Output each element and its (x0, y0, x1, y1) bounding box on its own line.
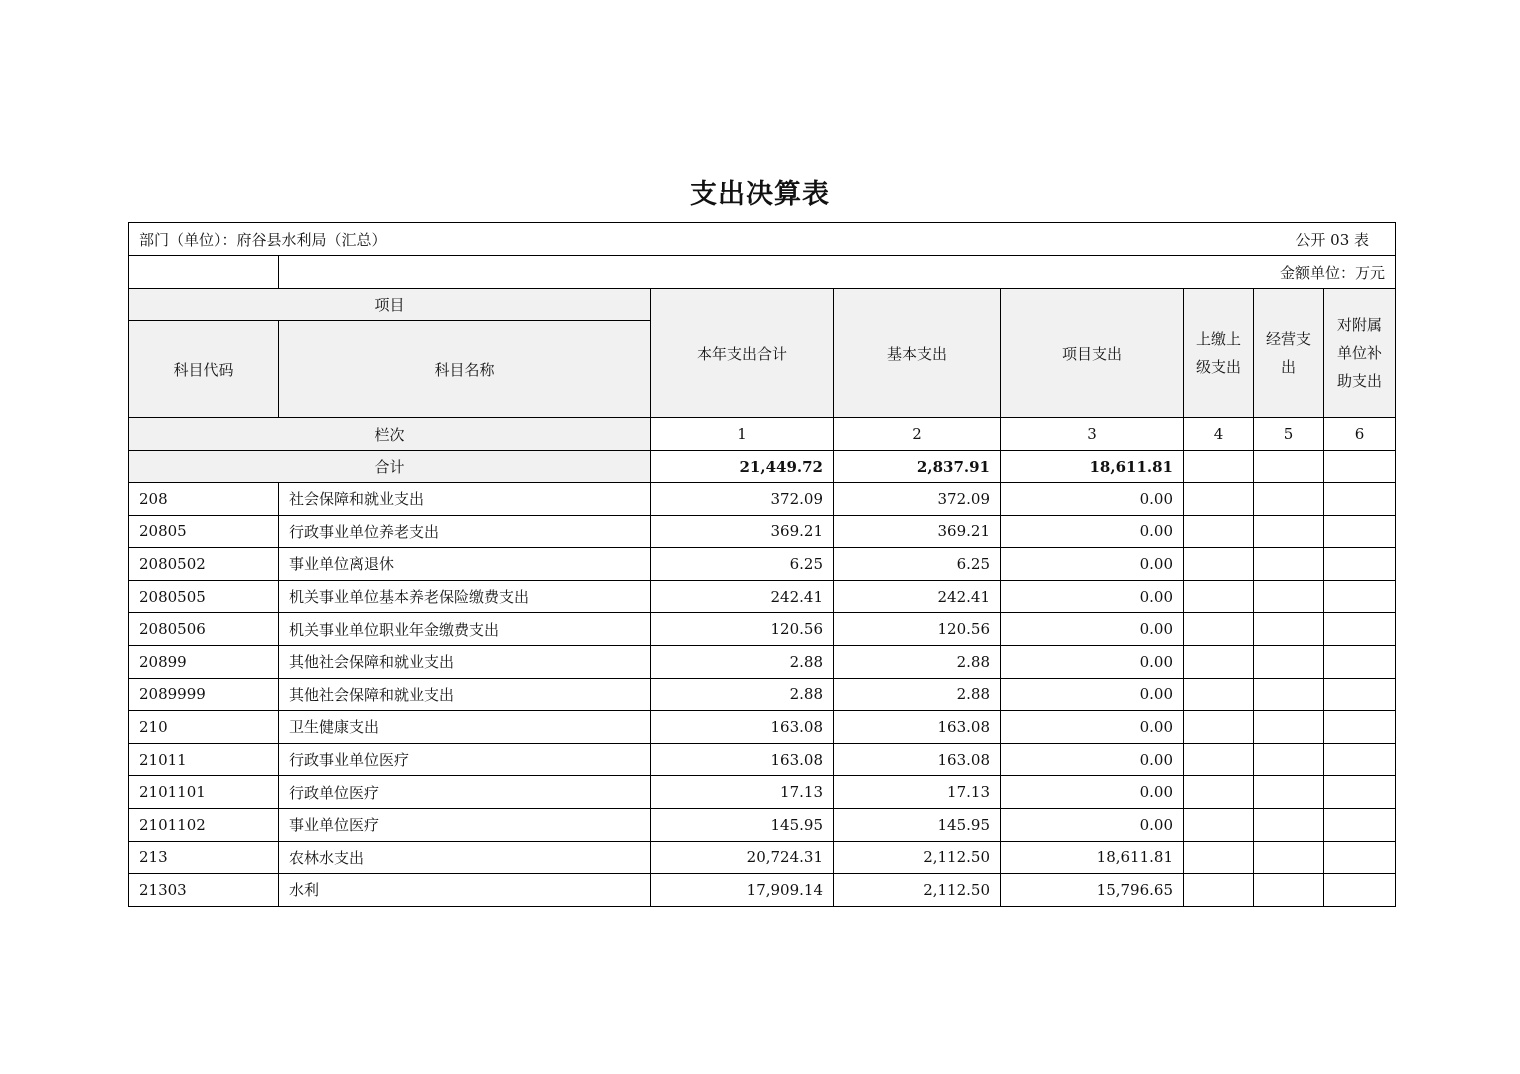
row-basic: 2.88 (834, 645, 1001, 678)
total-basic: 2,837.91 (834, 451, 1001, 483)
row-total: 372.09 (651, 483, 834, 516)
row-name: 其他社会保障和就业支出 (279, 678, 651, 711)
table-row (129, 548, 1396, 581)
header-project: 项目 (129, 289, 651, 321)
row-code: 208 (129, 483, 279, 516)
row-basic: 242.41 (834, 580, 1001, 613)
row-basic: 2.88 (834, 678, 1001, 711)
empty-cell (1324, 645, 1396, 678)
empty-cell (1254, 776, 1324, 809)
row-code: 2080506 (129, 613, 279, 646)
row-name: 机关事业单位基本养老保险缴费支出 (279, 580, 651, 613)
header-upper: 上缴上级支出 (1184, 289, 1254, 418)
row-total: 242.41 (651, 580, 834, 613)
row-total: 369.21 (651, 515, 834, 548)
column-number: 6 (1324, 418, 1396, 451)
row-code: 2080505 (129, 580, 279, 613)
row-name: 社会保障和就业支出 (279, 483, 651, 516)
row-code: 20805 (129, 515, 279, 548)
column-number: 2 (834, 418, 1001, 451)
row-code: 21011 (129, 743, 279, 776)
row-project: 0.00 (1001, 808, 1184, 841)
column-label: 栏次 (129, 418, 651, 451)
row-basic: 369.21 (834, 515, 1001, 548)
row-project: 0.00 (1001, 483, 1184, 516)
row-name: 机关事业单位职业年金缴费支出 (279, 613, 651, 646)
row-project: 0.00 (1001, 515, 1184, 548)
row-total: 145.95 (651, 808, 834, 841)
row-code: 21303 (129, 874, 279, 907)
row-basic: 17.13 (834, 776, 1001, 809)
expenditure-table (128, 222, 1396, 907)
table-row (129, 841, 1396, 874)
empty-cell (1324, 776, 1396, 809)
empty-cell (1254, 808, 1324, 841)
empty-cell (1184, 841, 1254, 874)
row-project: 15,796.65 (1001, 874, 1184, 907)
empty-cell (1184, 776, 1254, 809)
table-row (129, 874, 1396, 907)
empty-cell (1254, 483, 1324, 516)
table-row (129, 515, 1396, 548)
column-number: 5 (1254, 418, 1324, 451)
empty-cell (1324, 874, 1396, 907)
row-name: 农林水支出 (279, 841, 651, 874)
empty-cell (1324, 711, 1396, 744)
header-project-expenditure: 项目支出 (1001, 289, 1184, 418)
empty-cell (1324, 678, 1396, 711)
row-total: 20,724.31 (651, 841, 834, 874)
empty-cell (1184, 874, 1254, 907)
empty-cell (1184, 580, 1254, 613)
total-project: 18,611.81 (1001, 451, 1184, 483)
form-number: 公开 03 表 (1295, 230, 1370, 249)
table-row (129, 483, 1396, 516)
row-project: 0.00 (1001, 711, 1184, 744)
row-total: 2.88 (651, 678, 834, 711)
empty-cell (1254, 678, 1324, 711)
row-name: 卫生健康支出 (279, 711, 651, 744)
empty-cell (1254, 580, 1324, 613)
row-project: 0.00 (1001, 580, 1184, 613)
empty-cell (1324, 548, 1396, 581)
empty-cell (1184, 743, 1254, 776)
empty-cell (1324, 808, 1396, 841)
header-code: 科目代码 (129, 321, 279, 418)
empty-cell (1324, 451, 1396, 483)
empty-cell (1184, 515, 1254, 548)
empty-cell (1184, 645, 1254, 678)
total-label: 合计 (129, 451, 651, 483)
header-subsidy: 对附属单位补助支出 (1324, 289, 1396, 418)
total-amount: 21,449.72 (651, 451, 834, 483)
table-row (129, 711, 1396, 744)
row-code: 210 (129, 711, 279, 744)
empty-cell (1324, 580, 1396, 613)
empty-cell (1324, 483, 1396, 516)
row-basic: 145.95 (834, 808, 1001, 841)
column-number: 1 (651, 418, 834, 451)
empty-cell (1324, 613, 1396, 646)
row-total: 17,909.14 (651, 874, 834, 907)
row-basic: 6.25 (834, 548, 1001, 581)
row-project: 18,611.81 (1001, 841, 1184, 874)
empty-cell (1254, 515, 1324, 548)
info-row (129, 223, 1396, 256)
table-row (129, 580, 1396, 613)
empty-cell (1254, 743, 1324, 776)
row-basic: 163.08 (834, 711, 1001, 744)
empty-cell (1184, 678, 1254, 711)
row-name: 水利 (279, 874, 651, 907)
empty-cell (1254, 613, 1324, 646)
row-code: 213 (129, 841, 279, 874)
empty-cell (1184, 451, 1254, 483)
empty-cell (1184, 613, 1254, 646)
table-row (129, 678, 1396, 711)
page-title: 支出决算表 (690, 179, 830, 210)
empty-cell (1184, 483, 1254, 516)
row-project: 0.00 (1001, 613, 1184, 646)
unit-label: 金额单位：万元 (279, 256, 1396, 289)
row-total: 163.08 (651, 743, 834, 776)
row-name: 事业单位离退休 (279, 548, 651, 581)
row-total: 6.25 (651, 548, 834, 581)
empty-cell (1324, 515, 1396, 548)
row-name: 事业单位医疗 (279, 808, 651, 841)
row-project: 0.00 (1001, 776, 1184, 809)
row-name: 行政事业单位养老支出 (279, 515, 651, 548)
column-number: 3 (1001, 418, 1184, 451)
row-project: 0.00 (1001, 645, 1184, 678)
empty-cell (1184, 808, 1254, 841)
header-business: 经营支出 (1254, 289, 1324, 418)
total-row (129, 451, 1396, 483)
empty-cell (1324, 841, 1396, 874)
empty-cell (1254, 874, 1324, 907)
department-label: 部门（单位）：府谷县水利局（汇总） (139, 230, 387, 249)
empty-cell (1254, 841, 1324, 874)
row-code: 2089999 (129, 678, 279, 711)
table-row (129, 645, 1396, 678)
column-number: 4 (1184, 418, 1254, 451)
row-basic: 2,112.50 (834, 841, 1001, 874)
row-name: 行政事业单位医疗 (279, 743, 651, 776)
row-basic: 120.56 (834, 613, 1001, 646)
empty-cell (1254, 548, 1324, 581)
header-basic: 基本支出 (834, 289, 1001, 418)
header-name: 科目名称 (279, 321, 651, 418)
table-row (129, 613, 1396, 646)
empty-cell (1324, 743, 1396, 776)
empty-cell (1184, 711, 1254, 744)
row-code: 2101102 (129, 808, 279, 841)
header-total: 本年支出合计 (651, 289, 834, 418)
row-total: 163.08 (651, 711, 834, 744)
row-basic: 2,112.50 (834, 874, 1001, 907)
row-total: 120.56 (651, 613, 834, 646)
row-basic: 163.08 (834, 743, 1001, 776)
table-row (129, 776, 1396, 809)
empty-cell (1254, 645, 1324, 678)
row-total: 2.88 (651, 645, 834, 678)
row-name: 行政单位医疗 (279, 776, 651, 809)
table-row (129, 808, 1396, 841)
empty-cell (1254, 451, 1324, 483)
row-basic: 372.09 (834, 483, 1001, 516)
row-name: 其他社会保障和就业支出 (279, 645, 651, 678)
row-code: 2101101 (129, 776, 279, 809)
table-row (129, 743, 1396, 776)
row-total: 17.13 (651, 776, 834, 809)
row-project: 0.00 (1001, 678, 1184, 711)
row-code: 20899 (129, 645, 279, 678)
empty-cell (1184, 548, 1254, 581)
blank-cell (129, 256, 279, 289)
empty-cell (1254, 711, 1324, 744)
row-code: 2080502 (129, 548, 279, 581)
row-project: 0.00 (1001, 548, 1184, 581)
row-project: 0.00 (1001, 743, 1184, 776)
